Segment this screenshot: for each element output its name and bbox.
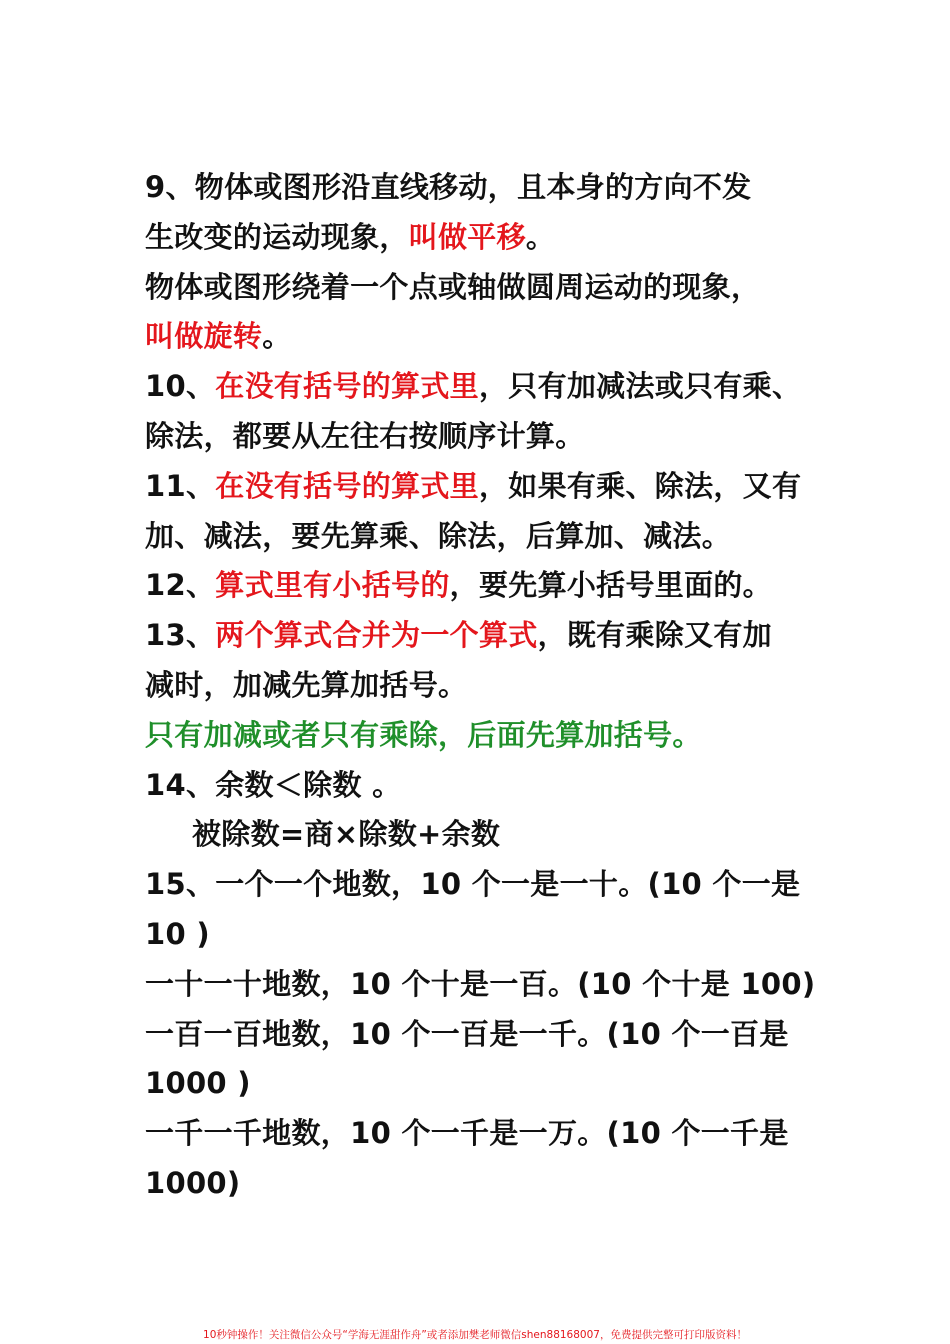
text-line (145, 561, 825, 611)
text-line (145, 1010, 825, 1060)
line-text: 14、余数＜除数 。 (145, 767, 402, 802)
line-text: 一百一百地数，10 个一百是一千。(10 个一百是 (145, 1016, 789, 1051)
text-line (145, 1059, 825, 1109)
line-text: 10、 (145, 369, 216, 404)
text-line (145, 910, 825, 960)
line-text: 一十一十地数，10 个十是一百。(10 个十是 100) (145, 966, 816, 1001)
line-text: 15、一个一个地数，10 个一是一十。(10 个一是 (145, 867, 801, 902)
line-text: 物体或图形绕着一个点或轴做圆周运动的现象， (145, 269, 761, 304)
line-text: ，如果有乘、除法，又有 (478, 468, 802, 503)
line-text: 10 ) (145, 916, 210, 951)
text-line (145, 312, 825, 362)
line-text: 。 (262, 319, 292, 354)
highlight-red-text: 叫做平移 (408, 219, 526, 254)
line-text: ，只有加减法或只有乘、 (478, 369, 802, 404)
text-line (145, 362, 825, 412)
highlight-red-text: 两个算式合并为一个算式 (215, 618, 538, 653)
line-text: 被除数=商×除数+余数 (192, 817, 501, 852)
text-line (145, 711, 825, 761)
line-text: 12、 (145, 568, 216, 603)
text-line (145, 213, 825, 263)
line-text: 1000) (145, 1165, 241, 1200)
text-line (145, 611, 825, 661)
text-line (145, 810, 825, 860)
line-text: 。 (525, 219, 556, 254)
text-line (145, 661, 825, 711)
line-text: 1000 ) (145, 1066, 251, 1101)
text-line (145, 1159, 825, 1209)
text-line (145, 761, 825, 811)
highlight-red-text: 叫做旋转 (145, 319, 263, 354)
text-line (145, 462, 825, 512)
line-text: 减时，加减先算加括号。 (145, 667, 468, 702)
line-text: 9、物体或图形沿直线移动，且本身的方向不发 (145, 170, 752, 204)
document-body (145, 163, 825, 1209)
highlight-green-text: 只有加减或者只有乘除，后面先算加括号。 (145, 717, 702, 752)
text-line (145, 960, 825, 1010)
line-text: 加、减法，要先算乘、除法，后算加、减法。 (145, 518, 732, 553)
text-line (145, 412, 825, 462)
line-text: 一千一千地数，10 个一千是一万。(10 个一千是 (145, 1116, 789, 1151)
line-text: ，既有乘除又有加 (537, 618, 772, 653)
line-text: 13、 (145, 618, 216, 653)
text-line (145, 512, 825, 562)
line-text: 11、 (145, 468, 216, 503)
highlight-red-text: 在没有括号的算式里 (215, 468, 479, 503)
line-text: 除法，都要从左往右按顺序计算。 (145, 418, 585, 453)
line-text: ，要先算小括号里面的。 (449, 568, 772, 603)
text-line (145, 860, 825, 910)
text-line (145, 263, 825, 313)
line-text: 生改变的运动现象， (145, 219, 409, 254)
text-line (145, 1109, 825, 1159)
footer-promo-text: 10秒钟操作！关注微信公众号“学海无涯甜作舟”或者添加樊老师微信shen88168007，免费提供完整可打印版资料！ (203, 1329, 747, 1341)
highlight-red-text: 在没有括号的算式里 (215, 369, 479, 404)
text-line (145, 163, 825, 213)
highlight-red-text: 算式里有小括号的 (215, 568, 450, 603)
